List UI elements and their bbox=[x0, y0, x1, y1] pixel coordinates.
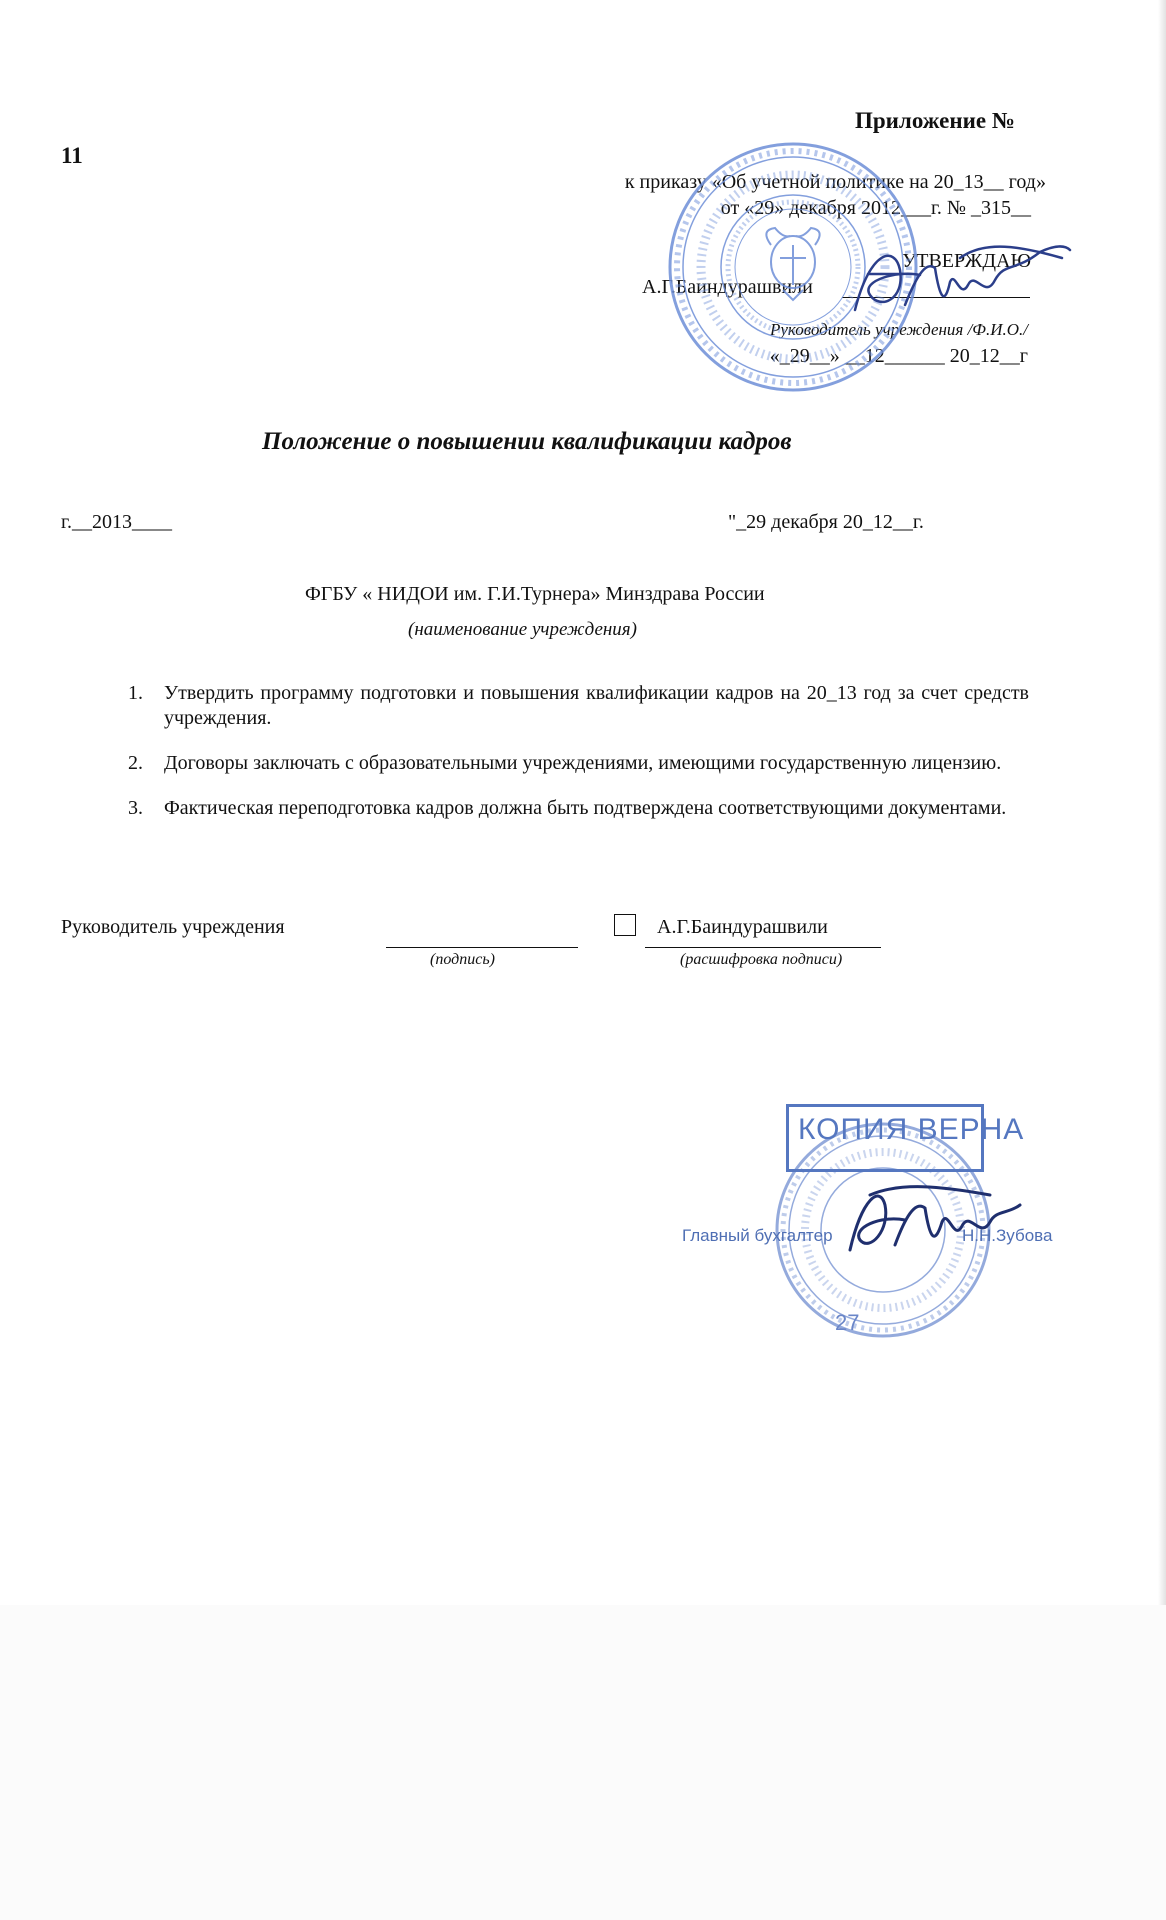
organization-caption: (наименование учреждения) bbox=[408, 619, 637, 640]
signature-decoding-line bbox=[645, 947, 881, 948]
document-title: Положение о повышении квалификации кадров bbox=[262, 428, 792, 455]
clause-list bbox=[128, 681, 1029, 841]
approval-date: «_29__» __12______ 20_12__г bbox=[769, 345, 1028, 367]
approval-label: УТВЕРЖДАЮ bbox=[902, 250, 1031, 272]
clause-number: 3. bbox=[128, 797, 143, 819]
signature-line bbox=[386, 947, 578, 948]
appendix-order-date: от «29» декабря 2012___г. № _315__ bbox=[720, 197, 1031, 219]
scan-right-edge bbox=[1158, 0, 1166, 1605]
document-date: "_29 декабря 20_12__г. bbox=[728, 511, 924, 533]
signature-caption: (подпись) bbox=[430, 951, 495, 968]
clause-text: Договоры заключать с образовательными учреждениями, имеющими государственную лицензию. bbox=[164, 752, 1002, 774]
clause-text: Фактическая переподготовка кадров должна быть подтверждена соответствующими документами. bbox=[164, 797, 1007, 819]
signer-role: Руководитель учреждения bbox=[61, 916, 285, 938]
appendix-title: Приложение № bbox=[855, 108, 1015, 133]
approval-signature-line bbox=[842, 297, 1030, 298]
document-city: г.__2013____ bbox=[61, 511, 172, 533]
signature-decoding-caption: (расшифровка подписи) bbox=[680, 951, 843, 968]
approver-name: А.Г.Баиндурашвили bbox=[642, 276, 813, 298]
appendix-number: 11 bbox=[61, 143, 83, 168]
scan-bottom-margin bbox=[0, 1605, 1166, 1920]
accountant-role: Главный бухгалтер bbox=[682, 1226, 833, 1245]
organization-name: ФГБУ « НИДОИ им. Г.И.Турнера» Минздрава России bbox=[305, 583, 765, 605]
clause-item bbox=[128, 751, 1029, 776]
accountant-name: Н.Н.Зубова bbox=[962, 1226, 1053, 1245]
clause-text: Утвердить программу подготовки и повышения квалификации кадров на 20_13 год за счет средств учреждения. bbox=[164, 682, 1029, 729]
copy-date: 27 bbox=[835, 1310, 860, 1335]
copy-stamp-text: КОПИЯ ВЕРНА bbox=[798, 1113, 1025, 1146]
clause-item bbox=[128, 681, 1029, 731]
clause-number: 2. bbox=[128, 752, 143, 774]
signer-name: А.Г.Баиндурашвили bbox=[657, 916, 828, 938]
clause-item bbox=[128, 796, 1029, 821]
appendix-order-reference: к приказу «Об учетной политике на 20_13__ год» bbox=[624, 171, 1046, 193]
clause-number: 1. bbox=[128, 682, 143, 704]
approver-role: Руководитель учреждения /Ф.И.О./ bbox=[769, 320, 1028, 339]
checkbox-glyph bbox=[614, 914, 636, 936]
